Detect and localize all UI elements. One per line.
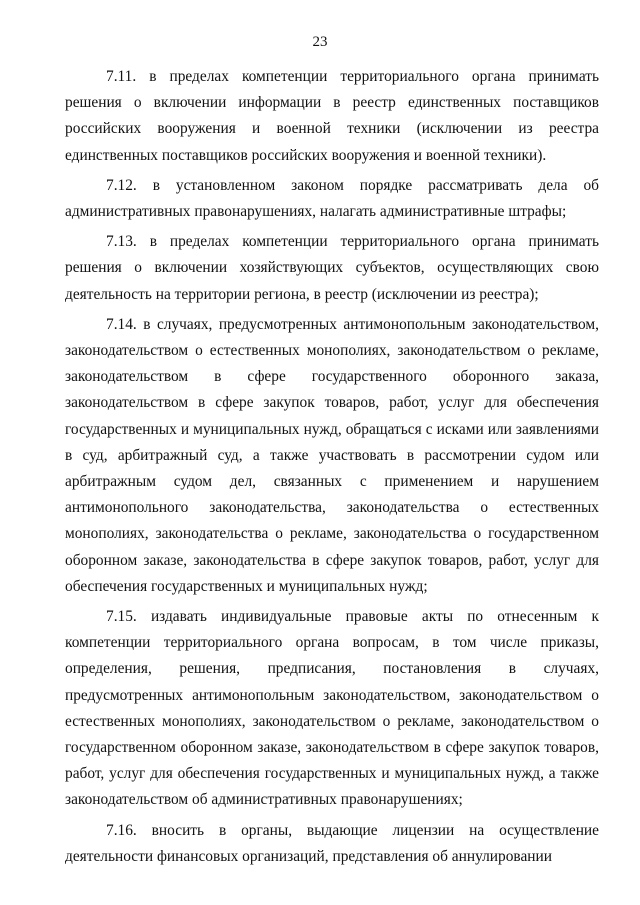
document-body [65, 64, 599, 874]
paragraph-7-13: 7.13. в пределах компетенции территориального органа принимать решения о включении хозяйствующих субъектов, осуществляющих свою деятельность на территории региона, в реестр (исключении из реестра); [65, 233, 599, 303]
paragraph-7-11: 7.11. в пределах компетенции территориального органа принимать решения о включении информации в реестр единственных поставщиков российских вооружения и военной техники (исключении из реестра единственных поставщиков российских вооружения и военной техники). [65, 68, 599, 164]
paragraph-7-16: 7.16. вносить в органы, выдающие лицензии на осуществление деятельности финансовых организаций, представления об аннулировании [65, 821, 599, 865]
paragraph-7-15: 7.15. издавать индивидуальные правовые акты по отнесенным к компетенции территориального органа вопросам, в том числе приказы, определения, решения, предписания, постановления в случаях, предусмотренных антимонопольным законодательством, законодательством о естественных монополиях, законодательством о рекламе, законодательством о государственном оборонном заказе, законодательством в сфере закупок товаров, работ, услуг для обеспечения государственных и муниципальных нужд, а также законодательством об административных правонарушениях; [65, 608, 599, 809]
paragraph-7-14: 7.14. в случаях, предусмотренных антимонопольным законодательством, законодательством о естественных монополиях, законодательством о рекламе, законодательством в сфере государственного оборонного заказа, законодательством в сфере закупок товаров, работ, услуг для обеспечения государственных и муниципальных нужд, обращаться с исками или заявлениями в суд, арбитражный суд, а также участвовать в рассмотрении судом или арбитражным судом дел, связанных с применением и нарушением антимонопольного законодательства, законодательства о естественных монополиях, законодательства о рекламе, законодательства о государственном оборонном заказе, законодательства в сфере закупок товаров, работ, услуг для обеспечения государственных и муниципальных нужд; [65, 315, 599, 595]
paragraph-7-12: 7.12. в установленном законом порядке рассматривать дела об административных правонарушениях, налагать административные штрафы; [65, 176, 599, 221]
page-number: 23 [312, 34, 328, 50]
